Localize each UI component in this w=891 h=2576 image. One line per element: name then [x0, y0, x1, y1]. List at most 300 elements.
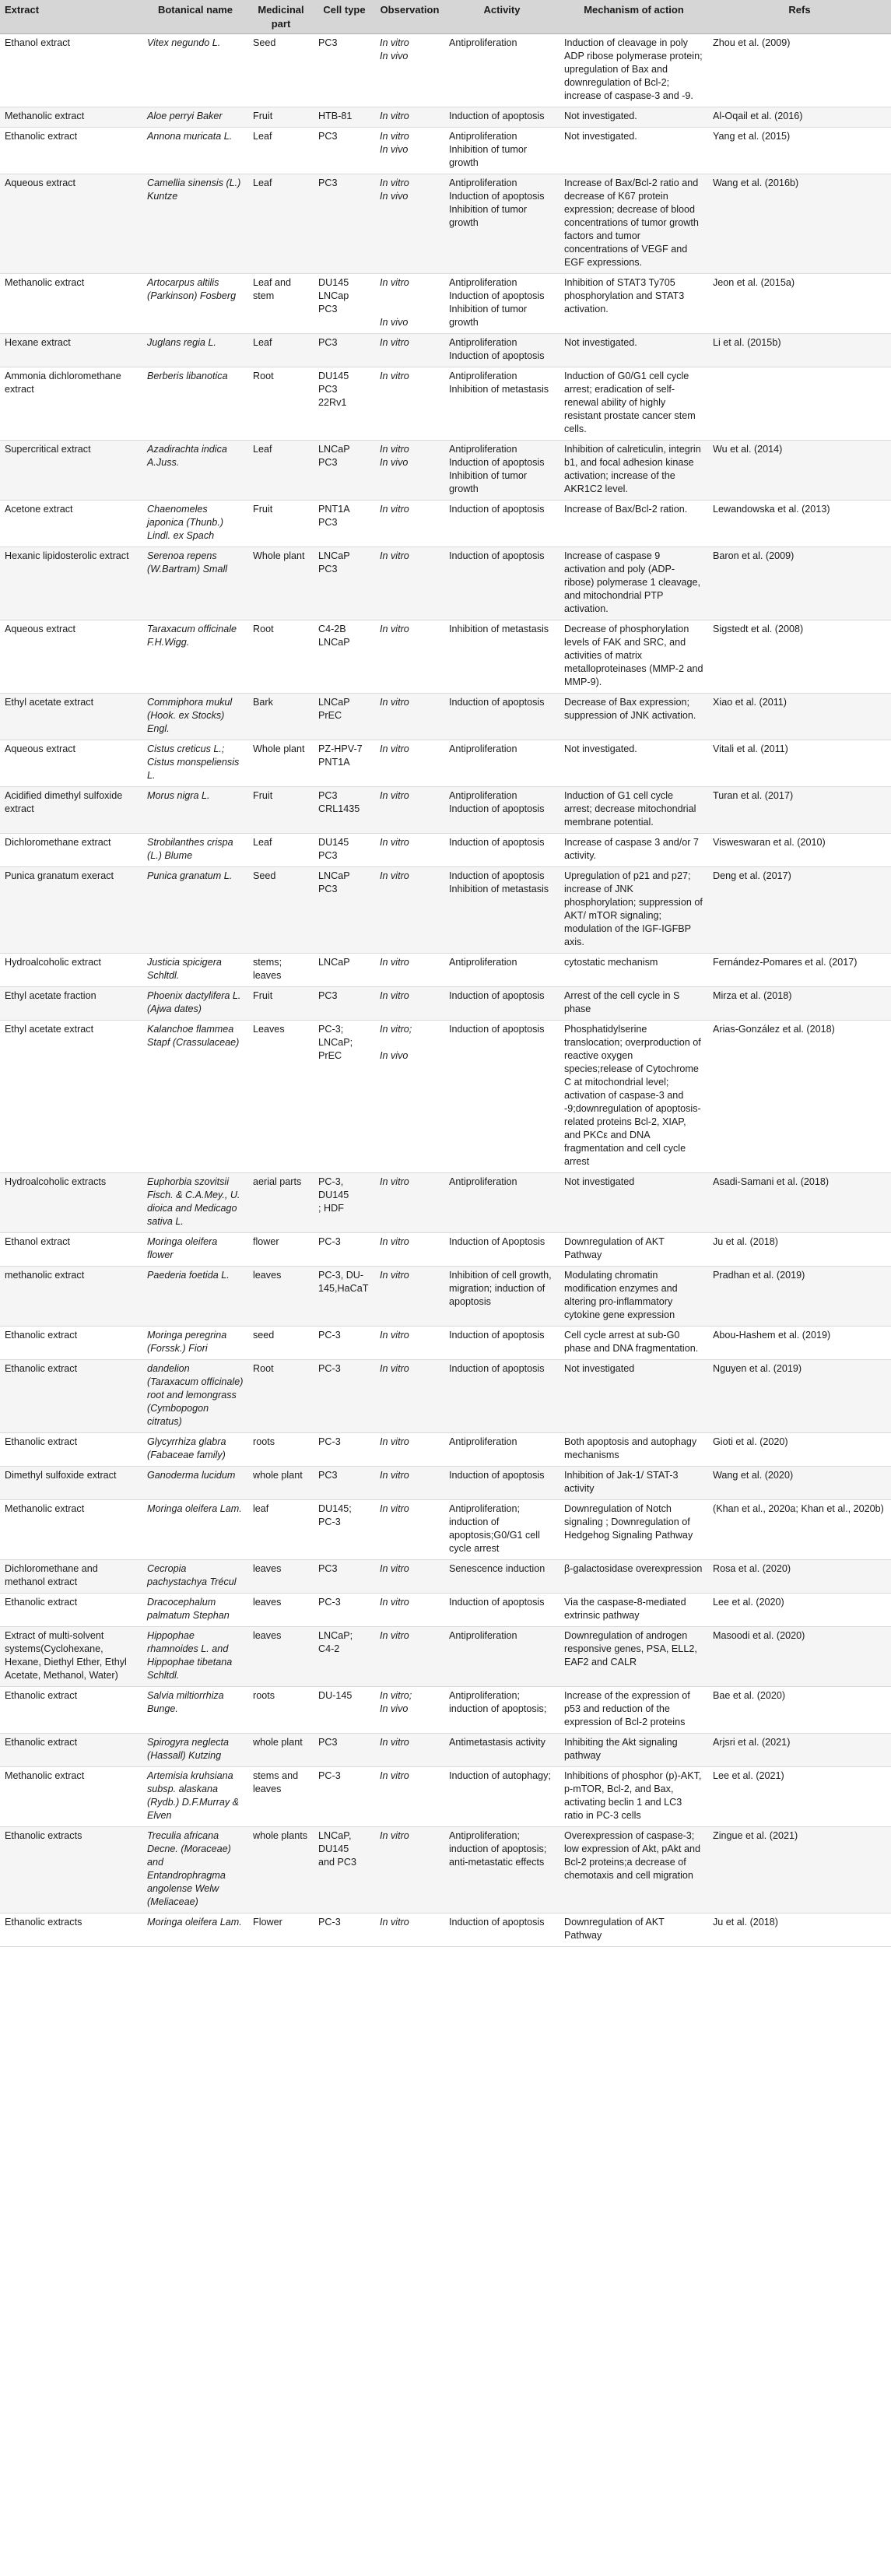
cell-activity: Induction of Apoptosis	[444, 1233, 560, 1267]
cell-medicinal-part: Fruit	[248, 787, 314, 834]
table-row	[0, 1267, 891, 1327]
cell-activity: Induction of apoptosis	[444, 1467, 560, 1500]
cell-refs: Lee et al. (2020)	[708, 1594, 891, 1627]
cell-extract: Ethanolic extract	[0, 1687, 142, 1734]
cell-observation: In vitro In vivo	[375, 441, 444, 501]
cell-medicinal-part: Leaf	[248, 174, 314, 274]
cell-mechanism: Induction of cleavage in poly ADP ribose polymerase protein; upregulation of Bax and downregulation of Bcl-2; increase of caspase-3 and -9.	[560, 34, 708, 107]
cell-refs: Sigstedt et al. (2008)	[708, 620, 891, 694]
cell-observation: In vitro	[375, 547, 444, 620]
cell-cell-type: PC3	[314, 1560, 375, 1594]
cell-cell-type: PC3	[314, 1734, 375, 1767]
cell-botanical-name: Strobilanthes crispa (L.) Blume	[142, 834, 248, 867]
cell-observation: In vitro	[375, 867, 444, 954]
cell-extract: Ethanolic extracts	[0, 1914, 142, 1947]
cell-cell-type: PC3	[314, 987, 375, 1021]
cell-extract: Ethyl acetate extract	[0, 1021, 142, 1173]
cell-mechanism: Not investigated.	[560, 128, 708, 174]
cell-cell-type: PC-3; LNCaP; PrEC	[314, 1021, 375, 1173]
cell-activity: Antiproliferation Inhibition of tumor growth	[444, 128, 560, 174]
cell-mechanism: Inhibiting the Akt signaling pathway	[560, 1734, 708, 1767]
cell-mechanism: Inhibition of calreticulin, integrin b1, and focal adhesion kinase activation; increase of the AKR1C2 level.	[560, 441, 708, 501]
cell-cell-type: LNCaP; C4-2	[314, 1627, 375, 1687]
cell-mechanism: Induction of G1 cell cycle arrest; decrease mitochondrial membrane potential.	[560, 787, 708, 834]
table-row	[0, 367, 891, 441]
cell-mechanism: Phosphatidylserine translocation; overproduction of reactive oxygen species;release of Cytochrome C at mitochondrial level; activation of caspase-3 and -9;downregulation of apoptosis-related proteins Bcl-2, XIAP, and PKCε and DNA fragmentation and cell cycle arrest	[560, 1021, 708, 1173]
header-botanical-name: Botanical name	[142, 0, 248, 34]
cell-botanical-name: Morus nigra L.	[142, 787, 248, 834]
cell-botanical-name: Aloe perryi Baker	[142, 107, 248, 128]
cell-refs: Vitali et al. (2011)	[708, 740, 891, 787]
table-row	[0, 547, 891, 620]
cell-activity: Induction of apoptosis	[444, 1021, 560, 1173]
cell-botanical-name: Cecropia pachystachya Trécul	[142, 1560, 248, 1594]
table-body	[0, 34, 891, 1947]
cell-activity: Induction of apoptosis	[444, 547, 560, 620]
cell-extract: Ethanolic extract	[0, 1594, 142, 1627]
cell-extract: methanolic extract	[0, 1267, 142, 1327]
header-cell-type: Cell type	[314, 0, 375, 34]
cell-observation: In vitro In vivo	[375, 274, 444, 334]
cell-botanical-name: Moringa oleifera Lam.	[142, 1500, 248, 1560]
cell-activity: Induction of apoptosis	[444, 694, 560, 740]
cell-mechanism: Not investigated.	[560, 334, 708, 367]
cell-extract: Aqueous extract	[0, 620, 142, 694]
cell-mechanism: Increase of Bax/Bcl-2 ratio and decrease of K67 protein expression; decrease of blood concentrations of tumor growth factors and tumor concentrations of VEGF and EGF expressions.	[560, 174, 708, 274]
table-row	[0, 1360, 891, 1433]
table-row	[0, 174, 891, 274]
cell-activity: Senescence induction	[444, 1560, 560, 1594]
cell-observation: In vitro	[375, 334, 444, 367]
cell-medicinal-part: Leaf	[248, 834, 314, 867]
cell-activity: Antiproliferation Induction of apoptosis Inhibition of tumor growth	[444, 174, 560, 274]
cell-mechanism: Increase of caspase 9 activation and poly (ADP-ribose) polymerase 1 cleavage, and mitochondrial PTP activation.	[560, 547, 708, 620]
cell-medicinal-part: stems and leaves	[248, 1767, 314, 1827]
cell-medicinal-part: leaves	[248, 1267, 314, 1327]
cell-observation: In vitro	[375, 1433, 444, 1467]
cell-extract: Hexanic lipidosterolic extract	[0, 547, 142, 620]
table-row	[0, 1173, 891, 1233]
cell-observation: In vitro	[375, 694, 444, 740]
cell-activity: Antiproliferation	[444, 34, 560, 107]
cell-refs: Yang et al. (2015)	[708, 128, 891, 174]
cell-botanical-name: Paederia foetida L.	[142, 1267, 248, 1327]
table-row	[0, 1627, 891, 1687]
cell-observation: In vitro In vivo	[375, 128, 444, 174]
cell-cell-type: DU145 LNCap PC3	[314, 274, 375, 334]
table-row	[0, 1827, 891, 1914]
cell-extract: Methanolic extract	[0, 1500, 142, 1560]
header-observation: Observation	[375, 0, 444, 34]
table-row	[0, 1914, 891, 1947]
cell-botanical-name: Punica granatum L.	[142, 867, 248, 954]
cell-cell-type: PC3	[314, 334, 375, 367]
cell-mechanism: Overexpression of caspase-3; low expression of Akt, pAkt and Bcl-2 proteins;a decrease of chemotaxis and cell migration	[560, 1827, 708, 1914]
cell-activity: Antimetastasis activity	[444, 1734, 560, 1767]
cell-medicinal-part: Whole plant	[248, 740, 314, 787]
cell-activity: Antiproliferation	[444, 740, 560, 787]
cell-observation: In vitro	[375, 1327, 444, 1360]
table-row	[0, 441, 891, 501]
cell-botanical-name: Euphorbia szovitsii Fisch. & C.A.Mey., U. dioica and Medicago sativa L.	[142, 1173, 248, 1233]
header-refs: Refs	[708, 0, 891, 34]
cell-activity: Induction of apoptosis	[444, 107, 560, 128]
cell-cell-type: PC-3	[314, 1327, 375, 1360]
cell-botanical-name: Vitex negundo L.	[142, 34, 248, 107]
cell-botanical-name: Salvia miltiorrhiza Bunge.	[142, 1687, 248, 1734]
cell-mechanism: Decrease of Bax expression; suppression of JNK activation.	[560, 694, 708, 740]
cell-observation: In vitro	[375, 1734, 444, 1767]
cell-activity: Induction of apoptosis	[444, 1327, 560, 1360]
cell-refs: Deng et al. (2017)	[708, 867, 891, 954]
cell-cell-type: PNT1A PC3	[314, 501, 375, 547]
cell-extract: Ethanolic extract	[0, 128, 142, 174]
cell-cell-type: PC-3, DU145 ; HDF	[314, 1173, 375, 1233]
cell-extract: Ethanol extract	[0, 34, 142, 107]
cell-botanical-name: Taraxacum officinale F.H.Wigg.	[142, 620, 248, 694]
cell-refs: Mirza et al. (2018)	[708, 987, 891, 1021]
cell-botanical-name: Glycyrrhiza glabra (Fabaceae family)	[142, 1433, 248, 1467]
cell-botanical-name: Kalanchoe flammea Stapf (Crassulaceae)	[142, 1021, 248, 1173]
table-row	[0, 34, 891, 107]
cell-medicinal-part: Bark	[248, 694, 314, 740]
cell-medicinal-part: leaf	[248, 1500, 314, 1560]
table-row	[0, 1500, 891, 1560]
cell-mechanism: Both apoptosis and autophagy mechanisms	[560, 1433, 708, 1467]
cell-cell-type: LNCaP, DU145 and PC3	[314, 1827, 375, 1914]
cell-mechanism: β-galactosidase overexpression	[560, 1560, 708, 1594]
cell-activity: Induction of apoptosis	[444, 1594, 560, 1627]
cell-refs: Baron et al. (2009)	[708, 547, 891, 620]
cell-extract: Dichloromethane extract	[0, 834, 142, 867]
cell-refs: Arias-González et al. (2018)	[708, 1021, 891, 1173]
cell-refs: Wu et al. (2014)	[708, 441, 891, 501]
table-row	[0, 334, 891, 367]
cell-medicinal-part: leaves	[248, 1560, 314, 1594]
cell-observation: In vitro	[375, 834, 444, 867]
cell-refs	[708, 367, 891, 441]
cell-observation: In vitro	[375, 1914, 444, 1947]
cell-mechanism: Downregulation of AKT Pathway	[560, 1914, 708, 1947]
cell-medicinal-part: Fruit	[248, 987, 314, 1021]
table-row	[0, 954, 891, 987]
cell-medicinal-part: Root	[248, 620, 314, 694]
cell-botanical-name: Chaenomeles japonica (Thunb.) Lindl. ex Spach	[142, 501, 248, 547]
cell-cell-type: PC3	[314, 1467, 375, 1500]
cell-extract: Acidified dimethyl sulfoxide extract	[0, 787, 142, 834]
cell-activity: Antiproliferation Inhibition of metastasis	[444, 367, 560, 441]
cell-botanical-name: Phoenix dactylifera L. (Ajwa dates)	[142, 987, 248, 1021]
cell-extract: Ethanolic extracts	[0, 1827, 142, 1914]
cell-observation: In vitro	[375, 107, 444, 128]
cell-refs: Lee et al. (2021)	[708, 1767, 891, 1827]
cell-observation: In vitro In vivo	[375, 34, 444, 107]
cell-cell-type: PC-3	[314, 1360, 375, 1433]
cell-medicinal-part: Flower	[248, 1914, 314, 1947]
table-row	[0, 834, 891, 867]
cell-medicinal-part: Seed	[248, 34, 314, 107]
cell-mechanism: Via the caspase-8-mediated extrinsic pathway	[560, 1594, 708, 1627]
cell-extract: Ammonia dichloromethane extract	[0, 367, 142, 441]
cell-medicinal-part: Whole plant	[248, 547, 314, 620]
cell-extract: Supercritical extract	[0, 441, 142, 501]
cell-observation: In vitro	[375, 367, 444, 441]
cell-mechanism: Not investigated	[560, 1173, 708, 1233]
cell-observation: In vitro	[375, 1767, 444, 1827]
cell-activity: Antiproliferation; induction of apoptosis; anti-metastatic effects	[444, 1827, 560, 1914]
table-row	[0, 987, 891, 1021]
cell-extract: Aqueous extract	[0, 740, 142, 787]
cell-mechanism: Downregulation of Notch signaling ; Downregulation of Hedgehog Signaling Pathway	[560, 1500, 708, 1560]
cell-medicinal-part: Leaves	[248, 1021, 314, 1173]
cell-botanical-name: Artemisia kruhsiana subsp. alaskana (Rydb.) D.F.Murray & Elven	[142, 1767, 248, 1827]
cell-observation: In vitro; In vivo	[375, 1687, 444, 1734]
cell-extract: Ethanolic extract	[0, 1327, 142, 1360]
cell-botanical-name: Moringa oleifera flower	[142, 1233, 248, 1267]
cell-cell-type: C4-2B LNCaP	[314, 620, 375, 694]
cell-cell-type: PC3	[314, 128, 375, 174]
cell-activity: Antiproliferation Induction of apoptosis	[444, 787, 560, 834]
cell-activity: Induction of apoptosis Inhibition of metastasis	[444, 867, 560, 954]
cell-refs: (Khan et al., 2020a; Khan et al., 2020b)	[708, 1500, 891, 1560]
cell-mechanism: Arrest of the cell cycle in S phase	[560, 987, 708, 1021]
cell-extract: Hydroalcoholic extract	[0, 954, 142, 987]
cell-medicinal-part: whole plants	[248, 1827, 314, 1914]
cell-mechanism: Not investigated.	[560, 740, 708, 787]
cell-activity: Induction of apoptosis	[444, 1914, 560, 1947]
cell-botanical-name: Treculia africana Decne. (Moraceae) and Entandrophragma angolense Welw (Meliaceae)	[142, 1827, 248, 1914]
cell-medicinal-part: stems; leaves	[248, 954, 314, 987]
cell-observation: In vitro	[375, 1500, 444, 1560]
cell-refs: Ju et al. (2018)	[708, 1233, 891, 1267]
cell-observation: In vitro	[375, 1233, 444, 1267]
cell-extract: Extract of multi-solvent systems(Cyclohexane, Hexane, Diethyl Ether, Ethyl Acetate, Methanol, Water)	[0, 1627, 142, 1687]
cell-refs: Rosa et al. (2020)	[708, 1560, 891, 1594]
cell-botanical-name: Commiphora mukul (Hook. ex Stocks) Engl.	[142, 694, 248, 740]
cell-mechanism: Increase of caspase 3 and/or 7 activity.	[560, 834, 708, 867]
cell-refs: Asadi-Samani et al. (2018)	[708, 1173, 891, 1233]
cell-mechanism: cytostatic mechanism	[560, 954, 708, 987]
cell-activity: Antiproliferation Induction of apoptosis Inhibition of tumor growth	[444, 441, 560, 501]
cell-activity: Induction of autophagy;	[444, 1767, 560, 1827]
cell-medicinal-part: Leaf and stem	[248, 274, 314, 334]
cell-cell-type: DU145 PC3	[314, 834, 375, 867]
cell-extract: Methanolic extract	[0, 107, 142, 128]
cell-activity: Inhibition of cell growth, migration; induction of apoptosis	[444, 1267, 560, 1327]
cell-observation: In vitro	[375, 1360, 444, 1433]
cell-cell-type: PC-3	[314, 1767, 375, 1827]
cell-activity: Inhibition of metastasis	[444, 620, 560, 694]
cell-mechanism: Induction of G0/G1 cell cycle arrest; eradication of self-renewal ability of highly resistant prostate cancer stem cells.	[560, 367, 708, 441]
cell-mechanism: Not investigated	[560, 1360, 708, 1433]
cell-observation: In vitro	[375, 620, 444, 694]
header-activity: Activity	[444, 0, 560, 34]
cell-refs: Zhou et al. (2009)	[708, 34, 891, 107]
cell-extract: Methanolic extract	[0, 1767, 142, 1827]
cell-observation: In vitro	[375, 987, 444, 1021]
cell-cell-type: PC-3	[314, 1594, 375, 1627]
cell-refs: Gioti et al. (2020)	[708, 1433, 891, 1467]
cell-medicinal-part: roots	[248, 1433, 314, 1467]
cell-mechanism: Inhibition of STAT3 Ty705 phosphorylation and STAT3 activation.	[560, 274, 708, 334]
cell-medicinal-part: Fruit	[248, 107, 314, 128]
cell-extract: Ethyl acetate extract	[0, 694, 142, 740]
header-row	[0, 0, 891, 34]
table-row	[0, 620, 891, 694]
cell-extract: Hydroalcoholic extracts	[0, 1173, 142, 1233]
cell-extract: Hexane extract	[0, 334, 142, 367]
cell-medicinal-part: aerial parts	[248, 1173, 314, 1233]
cell-medicinal-part: Leaf	[248, 441, 314, 501]
cell-botanical-name: Artocarpus altilis (Parkinson) Fosberg	[142, 274, 248, 334]
cell-cell-type: LNCaP PC3	[314, 441, 375, 501]
cell-botanical-name: Azadirachta indica A.Juss.	[142, 441, 248, 501]
cell-extract: Methanolic extract	[0, 274, 142, 334]
cell-activity: Antiproliferation; induction of apoptosis;G0/G1 cell cycle arrest	[444, 1500, 560, 1560]
table-row	[0, 694, 891, 740]
cell-cell-type: PC3 CRL1435	[314, 787, 375, 834]
cell-medicinal-part: Root	[248, 367, 314, 441]
cell-refs: Bae et al. (2020)	[708, 1687, 891, 1734]
cell-activity: Antiproliferation; induction of apoptosis;	[444, 1687, 560, 1734]
cell-refs: Xiao et al. (2011)	[708, 694, 891, 740]
cell-observation: In vitro	[375, 787, 444, 834]
cell-extract: Dimethyl sulfoxide extract	[0, 1467, 142, 1500]
cell-cell-type: PC-3	[314, 1914, 375, 1947]
cell-mechanism: Modulating chromatin modification enzymes and altering pro-inflammatory cytokine gene expression	[560, 1267, 708, 1327]
cell-cell-type: DU145 PC3 22Rv1	[314, 367, 375, 441]
cell-refs: Wang et al. (2016b)	[708, 174, 891, 274]
cell-refs: Wang et al. (2020)	[708, 1467, 891, 1500]
cell-cell-type: PC-3, DU-145,HaCaT	[314, 1267, 375, 1327]
cell-medicinal-part: Seed	[248, 867, 314, 954]
cell-refs: Masoodi et al. (2020)	[708, 1627, 891, 1687]
cell-refs: Visweswaran et al. (2010)	[708, 834, 891, 867]
cell-botanical-name: Juglans regia L.	[142, 334, 248, 367]
cell-extract: Ethanolic extract	[0, 1360, 142, 1433]
cell-refs: Abou-Hashem et al. (2019)	[708, 1327, 891, 1360]
cell-botanical-name: Hippophae rhamnoides L. and Hippophae tibetana Schltdl.	[142, 1627, 248, 1687]
cell-refs: Arjsri et al. (2021)	[708, 1734, 891, 1767]
cell-cell-type: PC3	[314, 174, 375, 274]
cell-medicinal-part: roots	[248, 1687, 314, 1734]
cell-activity: Induction of apoptosis	[444, 987, 560, 1021]
cell-observation: In vitro	[375, 1267, 444, 1327]
cell-medicinal-part: flower	[248, 1233, 314, 1267]
cell-extract: Ethanol extract	[0, 1233, 142, 1267]
header-mechanism: Mechanism of action	[560, 0, 708, 34]
cell-cell-type: PC-3	[314, 1233, 375, 1267]
cell-mechanism: Downregulation of androgen responsive genes, PSA, ELL2, EAF2 and CALR	[560, 1627, 708, 1687]
cell-extract: Acetone extract	[0, 501, 142, 547]
cell-medicinal-part: whole plant	[248, 1467, 314, 1500]
cell-refs: Pradhan et al. (2019)	[708, 1267, 891, 1327]
cell-observation: In vitro; In vivo	[375, 1021, 444, 1173]
cell-refs: Ju et al. (2018)	[708, 1914, 891, 1947]
cell-activity: Induction of apoptosis	[444, 501, 560, 547]
cell-refs: Al-Oqail et al. (2016)	[708, 107, 891, 128]
cell-mechanism: Inhibition of Jak-1/ STAT-3 activity	[560, 1467, 708, 1500]
cell-botanical-name: dandelion (Taraxacum officinale) root and lemongrass (Cymbopogon citratus)	[142, 1360, 248, 1433]
cell-mechanism: Not investigated.	[560, 107, 708, 128]
cell-botanical-name: Serenoa repens (W.Bartram) Small	[142, 547, 248, 620]
cell-activity: Antiproliferation	[444, 954, 560, 987]
header-extract: Extract	[0, 0, 142, 34]
cell-mechanism: Downregulation of AKT Pathway	[560, 1233, 708, 1267]
table-row	[0, 1594, 891, 1627]
cell-cell-type: DU-145	[314, 1687, 375, 1734]
cell-observation: In vitro	[375, 1467, 444, 1500]
cell-observation: In vitro	[375, 740, 444, 787]
cell-observation: In vitro	[375, 1627, 444, 1687]
cell-activity: Induction of apoptosis	[444, 1360, 560, 1433]
cell-medicinal-part: seed	[248, 1327, 314, 1360]
cell-extract: Aqueous extract	[0, 174, 142, 274]
cell-botanical-name: Camellia sinensis (L.) Kuntze	[142, 174, 248, 274]
table-row	[0, 1021, 891, 1173]
cell-cell-type: HTB-81	[314, 107, 375, 128]
cell-refs: Li et al. (2015b)	[708, 334, 891, 367]
table-row	[0, 1687, 891, 1734]
cell-refs: Zingue et al. (2021)	[708, 1827, 891, 1914]
cell-cell-type: LNCaP	[314, 954, 375, 987]
header-medicinal-part: Medicinal part	[248, 0, 314, 34]
cell-medicinal-part: Leaf	[248, 128, 314, 174]
cell-cell-type: PC-3	[314, 1433, 375, 1467]
cell-extract: Dichloromethane and methanol extract	[0, 1560, 142, 1594]
cell-extract: Ethyl acetate fraction	[0, 987, 142, 1021]
table-row	[0, 501, 891, 547]
cell-botanical-name: Annona muricata L.	[142, 128, 248, 174]
cell-extract: Punica granatum exeract	[0, 867, 142, 954]
cell-medicinal-part: leaves	[248, 1627, 314, 1687]
cell-activity: Antiproliferation Induction of apoptosis	[444, 334, 560, 367]
cell-botanical-name: Moringa peregrina (Forssk.) Fiori	[142, 1327, 248, 1360]
cell-observation: In vitro	[375, 1560, 444, 1594]
cell-mechanism: Inhibitions of phosphor (p)-AKT, p-mTOR, Bcl-2, and Bax, activating beclin 1 and LC3 ratio in PC-3 cells	[560, 1767, 708, 1827]
cell-activity: Antiproliferation	[444, 1173, 560, 1233]
cell-botanical-name: Justicia spicigera Schltdl.	[142, 954, 248, 987]
cell-botanical-name: Spirogyra neglecta (Hassall) Kutzing	[142, 1734, 248, 1767]
cell-botanical-name: Berberis libanotica	[142, 367, 248, 441]
cell-observation: In vitro	[375, 1594, 444, 1627]
cell-botanical-name: Ganoderma lucidum	[142, 1467, 248, 1500]
cell-refs: Fernández-Pomares et al. (2017)	[708, 954, 891, 987]
cell-mechanism: Upregulation of p21 and p27; increase of JNK phosphorylation; suppression of AKT/ mTOR signaling; modulation of the IGF-IGFBP axis.	[560, 867, 708, 954]
cell-botanical-name: Dracocephalum palmatum Stephan	[142, 1594, 248, 1627]
table-row	[0, 128, 891, 174]
table-row	[0, 107, 891, 128]
cell-observation: In vitro	[375, 954, 444, 987]
table-header	[0, 0, 891, 34]
table-row	[0, 1767, 891, 1827]
cell-refs: Jeon et al. (2015a)	[708, 274, 891, 334]
cell-medicinal-part: Root	[248, 1360, 314, 1433]
cell-cell-type: PC3	[314, 34, 375, 107]
table-row	[0, 1734, 891, 1767]
cell-activity: Antiproliferation	[444, 1627, 560, 1687]
cell-medicinal-part: Fruit	[248, 501, 314, 547]
table-row	[0, 740, 891, 787]
cell-medicinal-part: leaves	[248, 1594, 314, 1627]
table-row	[0, 787, 891, 834]
cell-mechanism: Cell cycle arrest at sub-G0 phase and DNA fragmentation.	[560, 1327, 708, 1360]
cell-cell-type: LNCaP PC3	[314, 867, 375, 954]
table-row	[0, 1327, 891, 1360]
cell-observation: In vitro	[375, 1827, 444, 1914]
cell-mechanism: Decrease of phosphorylation levels of FAK and SRC, and activities of matrix metalloproteinases (MMP-2 and MMP-9).	[560, 620, 708, 694]
cell-medicinal-part: Leaf	[248, 334, 314, 367]
